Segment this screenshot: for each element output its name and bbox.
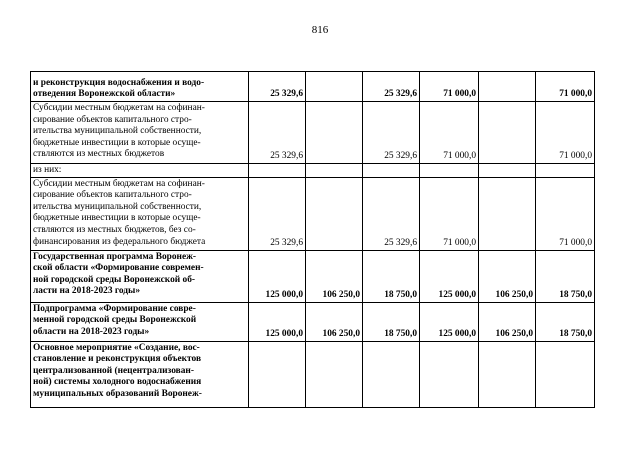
value-cell: 125 000,0 (249, 302, 306, 341)
table-row (31, 102, 595, 164)
row-label: Подпрограмма «Формирование совре- менной городской среды Воронежской области на 2018-2023 годы» (31, 302, 249, 341)
table-row (31, 164, 595, 178)
value-cell: 25 329,6 (249, 72, 306, 102)
value-cell: 25 329,6 (363, 72, 420, 102)
row-label: Государственная программа Воронеж- ской области «Формирование современ- ной городской среды Воронежской об- ласти на 2018-2023 годы» (31, 250, 249, 302)
row-label: и реконструкция водоснабжения и водо- отведения Воронежской области» (31, 72, 249, 102)
value-cell: 18 750,0 (363, 250, 420, 302)
value-cell: 71 000,0 (420, 102, 479, 164)
table-body (31, 72, 595, 408)
value-cell: 71 000,0 (536, 177, 595, 250)
table-row (31, 177, 595, 250)
value-cell: 25 329,6 (363, 177, 420, 250)
value-cell (306, 102, 363, 164)
value-cell (249, 164, 306, 178)
value-cell (306, 164, 363, 178)
value-cell (536, 341, 595, 407)
table-row (31, 72, 595, 102)
value-cell: 106 250,0 (306, 250, 363, 302)
page-number: 816 (311, 24, 329, 36)
value-cell: 125 000,0 (249, 250, 306, 302)
value-cell: 18 750,0 (536, 302, 595, 341)
budget-table (30, 71, 595, 408)
value-cell (479, 177, 536, 250)
row-label: Субсидии местным бюджетам на софинан- сирование объектов капитального стро- ительства муниципальной собственности, бюджетные инвестиции в которые осуще- ствляются из местных бюджетов, без со- финансирования из федерального бюджета (31, 177, 249, 250)
value-cell (363, 341, 420, 407)
table-row (31, 341, 595, 407)
value-cell (479, 164, 536, 178)
value-cell: 71 000,0 (536, 102, 595, 164)
value-cell (536, 164, 595, 178)
value-cell (306, 72, 363, 102)
value-cell (479, 102, 536, 164)
value-cell: 125 000,0 (420, 302, 479, 341)
value-cell (479, 341, 536, 407)
value-cell: 71 000,0 (420, 177, 479, 250)
value-cell: 71 000,0 (536, 72, 595, 102)
value-cell (306, 341, 363, 407)
value-cell (306, 177, 363, 250)
row-label: Основное мероприятие «Создание, вос- становление и реконструкция объектов централизованной (нецентрализован- ной) системы холодного водоснабжения муниципальных образований Воронеж- (31, 341, 249, 407)
value-cell: 18 750,0 (363, 302, 420, 341)
value-cell: 106 250,0 (479, 250, 536, 302)
value-cell: 71 000,0 (420, 72, 479, 102)
value-cell (420, 164, 479, 178)
table-row (31, 250, 595, 302)
row-label: из них: (31, 164, 249, 178)
value-cell: 106 250,0 (479, 302, 536, 341)
value-cell: 18 750,0 (536, 250, 595, 302)
value-cell (479, 72, 536, 102)
value-cell: 25 329,6 (249, 102, 306, 164)
value-cell (249, 341, 306, 407)
value-cell: 25 329,6 (249, 177, 306, 250)
value-cell (363, 164, 420, 178)
value-cell: 125 000,0 (420, 250, 479, 302)
row-label: Субсидии местным бюджетам на софинан- сирование объектов капитального стро- ительства муниципальной собственности, бюджетные инвестиции в которые осуще- ствляются из местных бюджетов (31, 102, 249, 164)
table-row (31, 302, 595, 341)
value-cell: 25 329,6 (363, 102, 420, 164)
value-cell: 106 250,0 (306, 302, 363, 341)
value-cell (420, 341, 479, 407)
